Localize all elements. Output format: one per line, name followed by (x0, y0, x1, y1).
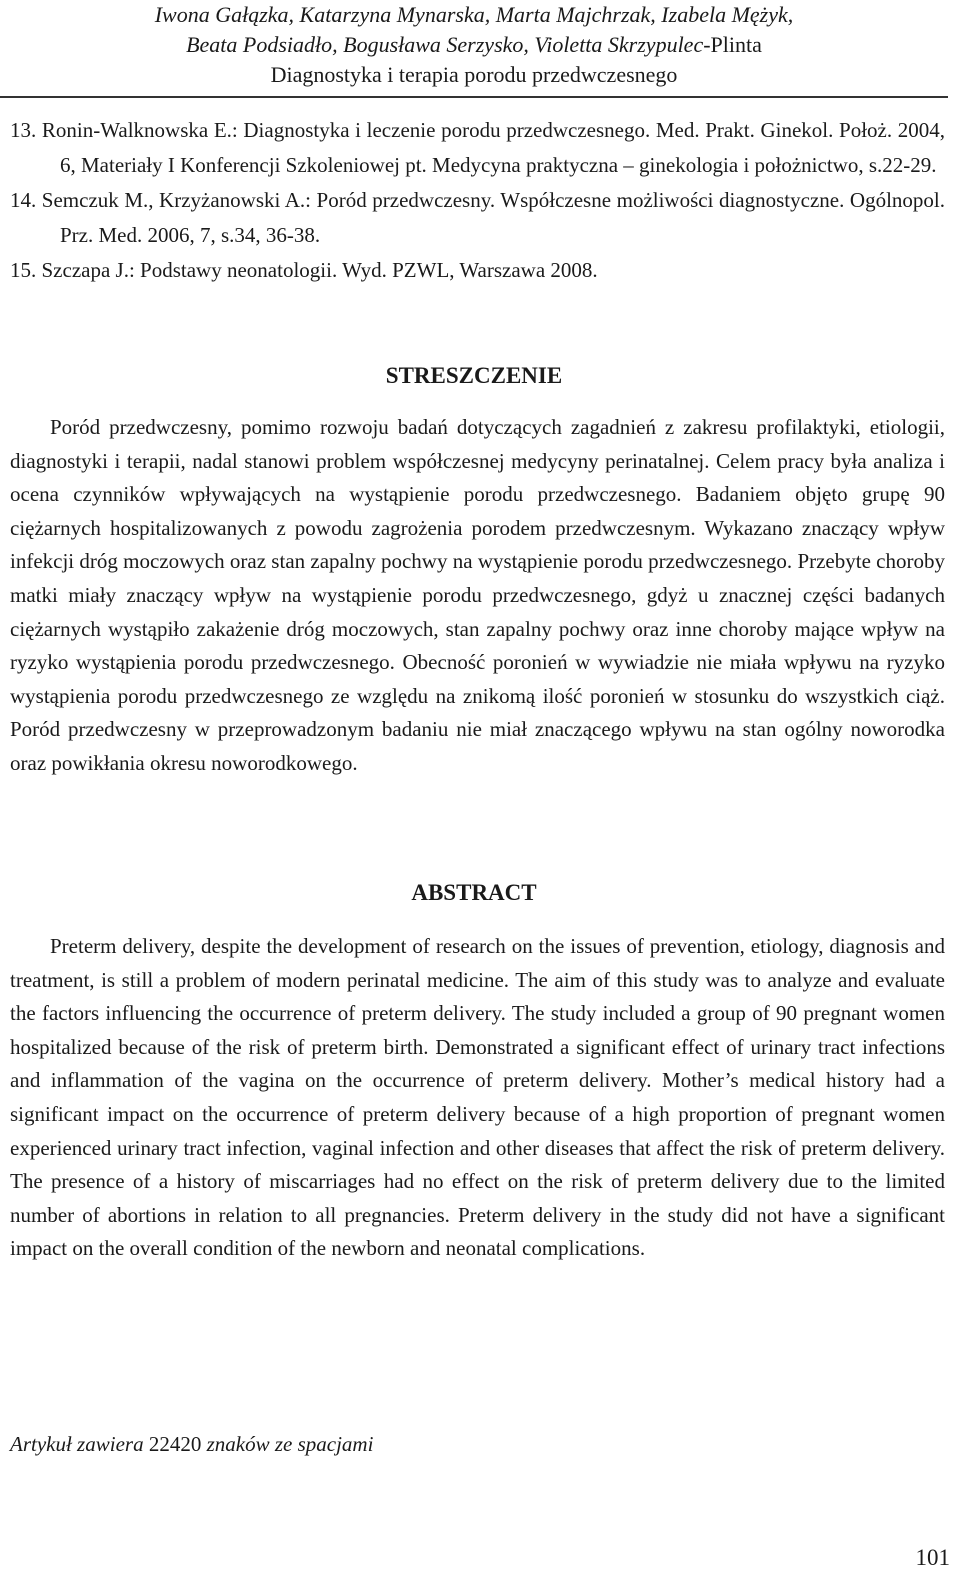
character-count-prefix: Artykuł zawiera (10, 1432, 144, 1456)
page-number: 101 (915, 1545, 950, 1570)
character-count-note (10, 1432, 373, 1457)
abstract-heading: ABSTRACT (411, 880, 537, 905)
reference-item: 14. Semczuk M., Krzyżanowski A.: Poród przedwczesny. Współczesne możliwości diagnostyczne. Ogólnopol. Prz. Med. 2006, 7, s.34, 36-38. (10, 188, 945, 247)
header-authors-line2-plain: Plinta (710, 32, 762, 57)
reference-list (10, 113, 945, 288)
character-count-suffix: znaków ze spacjami (206, 1432, 374, 1456)
reference-item: 15. Szczapa J.: Podstawy neonatologii. Wyd. PZWL, Warszawa 2008. (10, 258, 598, 282)
header-divider (0, 96, 948, 98)
reference-item: 13. Ronin-Walknowska E.: Diagnostyka i leczenie porodu przedwczesnego. Med. Prakt. Ginekol. Położ. 2004, 6, Materiały I Konferencji Szkoleniowej pt. Medycyna praktyczna – ginekologia i położnictwo, s.22-29. (10, 118, 945, 177)
header-title: Diagnostyka i terapia porodu przedwczesnego (270, 62, 678, 87)
running-header (0, 0, 948, 90)
summary-pl-heading: STRESZCZENIE (385, 363, 563, 388)
header-authors-line2 (0, 30, 948, 60)
header-authors-line1: Iwona Gałązka, Katarzyna Mynarska, Marta Majchrzak, Izabela Mężyk, (154, 2, 794, 27)
abstract-text: Preterm delivery, despite the development of research on the issues of prevention, etiology, diagnosis and treatment, is still a problem of modern perinatal medicine. The aim of this study was to analyze and evaluate the factors influencing the occurrence of preterm delivery. The study included a group of 90 pregnant women hospitalized because of the risk of preterm birth. Demonstrated a significant effect of urinary tract infections and inflammation of the vagina on the occurrence of preterm delivery. Mother’s medical history had a significant impact on the occurrence of preterm delivery because of a high proportion of pregnant women experienced urinary tract infection, vaginal infection and other diseases that affect the risk of preterm delivery. The presence of a history of miscarriages had no effect on the risk of preterm delivery due to the limited number of abortions in relation to all pregnancies. Preterm delivery in the study did not have a significant impact on the overall condition of the newborn and neonatal complications. (10, 934, 945, 1261)
summary-pl-text: Poród przedwczesny, pomimo rozwoju badań dotyczących zagadnień z zakresu profilaktyki, etiologii, diagnostyki i terapii, nadal stanowi problem współczesnej medycyny perinatalnej. Celem pracy była analiza i ocena czynników wpływających na wystąpienie porodu przedwczesnego. Badaniem objęto grupę 90 ciężarnych hospitalizowanych z powodu zagrożenia porodem przedwczesnym. Wykazano znaczący wpływ infekcji dróg moczowych oraz stan zapalny pochwy na wystąpienie porodu przedwczesnego. Przebyte choroby matki miały znaczący wpływ na wystąpienie porodu przedwczesnego, gdyż u znacznej części badanych ciężarnych wystąpiło zakażenie dróg moczowych, stan zapalny pochwy oraz inne choroby mające wpływ na ryzyko wystąpienia porodu przedwczesnego. Obecność poronień w wywiadzie nie miała wpływu na ryzyko wystąpienia porodu przedwczesnego ze względu na znikomą ilość poronień w stosunku do wszystkich ciąż. Poród przedwczesny w przeprowadzonym badaniu nie miał znaczącego wpływu na stan ogólny noworodka oraz powikłania okresu noworodkowego. (10, 415, 945, 775)
header-authors-line2-italic: Beata Podsiadło, Bogusława Serzysko, Violetta Skrzypulec- (186, 32, 711, 57)
character-count-value: 22420 (148, 1432, 202, 1456)
